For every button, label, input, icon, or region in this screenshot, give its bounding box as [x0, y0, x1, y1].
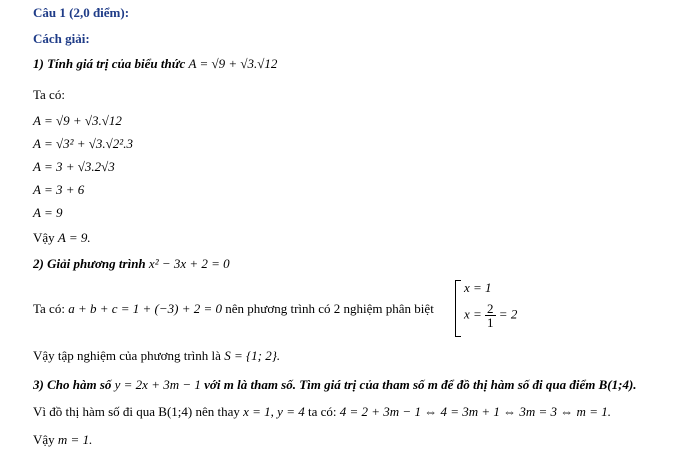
- part2-text: nên phương trình có 2 nghiệm phân biệt: [225, 301, 434, 316]
- part2-label: 2) Giải phương trình: [33, 256, 146, 271]
- part3-text-b: ta có:: [307, 404, 337, 419]
- root-2-rhs: = 2: [498, 306, 518, 322]
- part1-conclusion-expr: A = 9.: [57, 230, 91, 245]
- part1-expression: A = √9 + √3.√12: [188, 56, 278, 71]
- taco-label: Ta có:: [33, 87, 65, 102]
- fraction-numerator: 2: [487, 301, 494, 316]
- root-2: [464, 302, 517, 329]
- part1-conclusion-text: Vậy: [33, 230, 55, 245]
- roots-system: [455, 280, 525, 335]
- part3-label-a: 3) Cho hàm số: [33, 377, 112, 392]
- method-heading: Cách giải:: [33, 31, 90, 46]
- part2-prefix: Ta có:: [33, 301, 65, 316]
- part3-label-b: với m là tham số. Tìm giá trị của tham số m để đồ thị hàm số đi qua điểm B(1;4).: [204, 377, 637, 392]
- part3-equation-chain: 4 = 2 + 3m − 1 ⇔ 4 = 3m + 1 ⇔ 3m = 3 ⇔ m = 1.: [339, 404, 611, 419]
- step-3: A = 3 + √3.2√3: [33, 159, 115, 174]
- root-2-fraction: [485, 302, 496, 329]
- fraction-denominator: 1: [487, 315, 494, 330]
- part3-substitution: x = 1, y = 4: [243, 404, 305, 419]
- part3-function: y = 2x + 3m − 1: [114, 377, 201, 392]
- step-4: A = 3 + 6: [33, 182, 85, 197]
- part2-expression: x² − 3x + 2 = 0: [148, 256, 230, 271]
- part3-text-a: Vì đồ thị hàm số đi qua B(1;4) nên thay: [33, 404, 240, 419]
- question-title: Câu 1 (2,0 điểm):: [33, 5, 130, 20]
- root-2-lhs: x =: [464, 306, 482, 322]
- part2-conclusion-expr: S = {1; 2}.: [224, 348, 281, 363]
- part3-prompt: [33, 377, 637, 393]
- part1-conclusion: [33, 230, 91, 246]
- root-1: x = 1: [464, 280, 492, 295]
- step-2: A = √3² + √3.√2².3: [33, 136, 133, 151]
- part2-conclusion: [33, 348, 280, 364]
- part1-label: 1) Tính giá trị của biểu thức: [33, 56, 186, 71]
- part2-conclusion-text: Vậy tập nghiệm của phương trình là: [33, 348, 221, 363]
- part3-conclusion-text: Vậy: [33, 432, 55, 447]
- part1-prompt: [33, 56, 277, 72]
- part2-solution-line: [33, 301, 434, 317]
- step-1: A = √9 + √3.√12: [33, 113, 122, 128]
- part3-conclusion-expr: m = 1.: [57, 432, 93, 447]
- part2-vieta-expr: a + b + c = 1 + (−3) + 2 = 0: [68, 301, 223, 316]
- part3-solution-line: [33, 404, 611, 420]
- step-5: A = 9: [33, 205, 63, 220]
- part2-prompt: [33, 256, 230, 272]
- part3-conclusion: [33, 432, 92, 448]
- system-bracket: [455, 280, 461, 337]
